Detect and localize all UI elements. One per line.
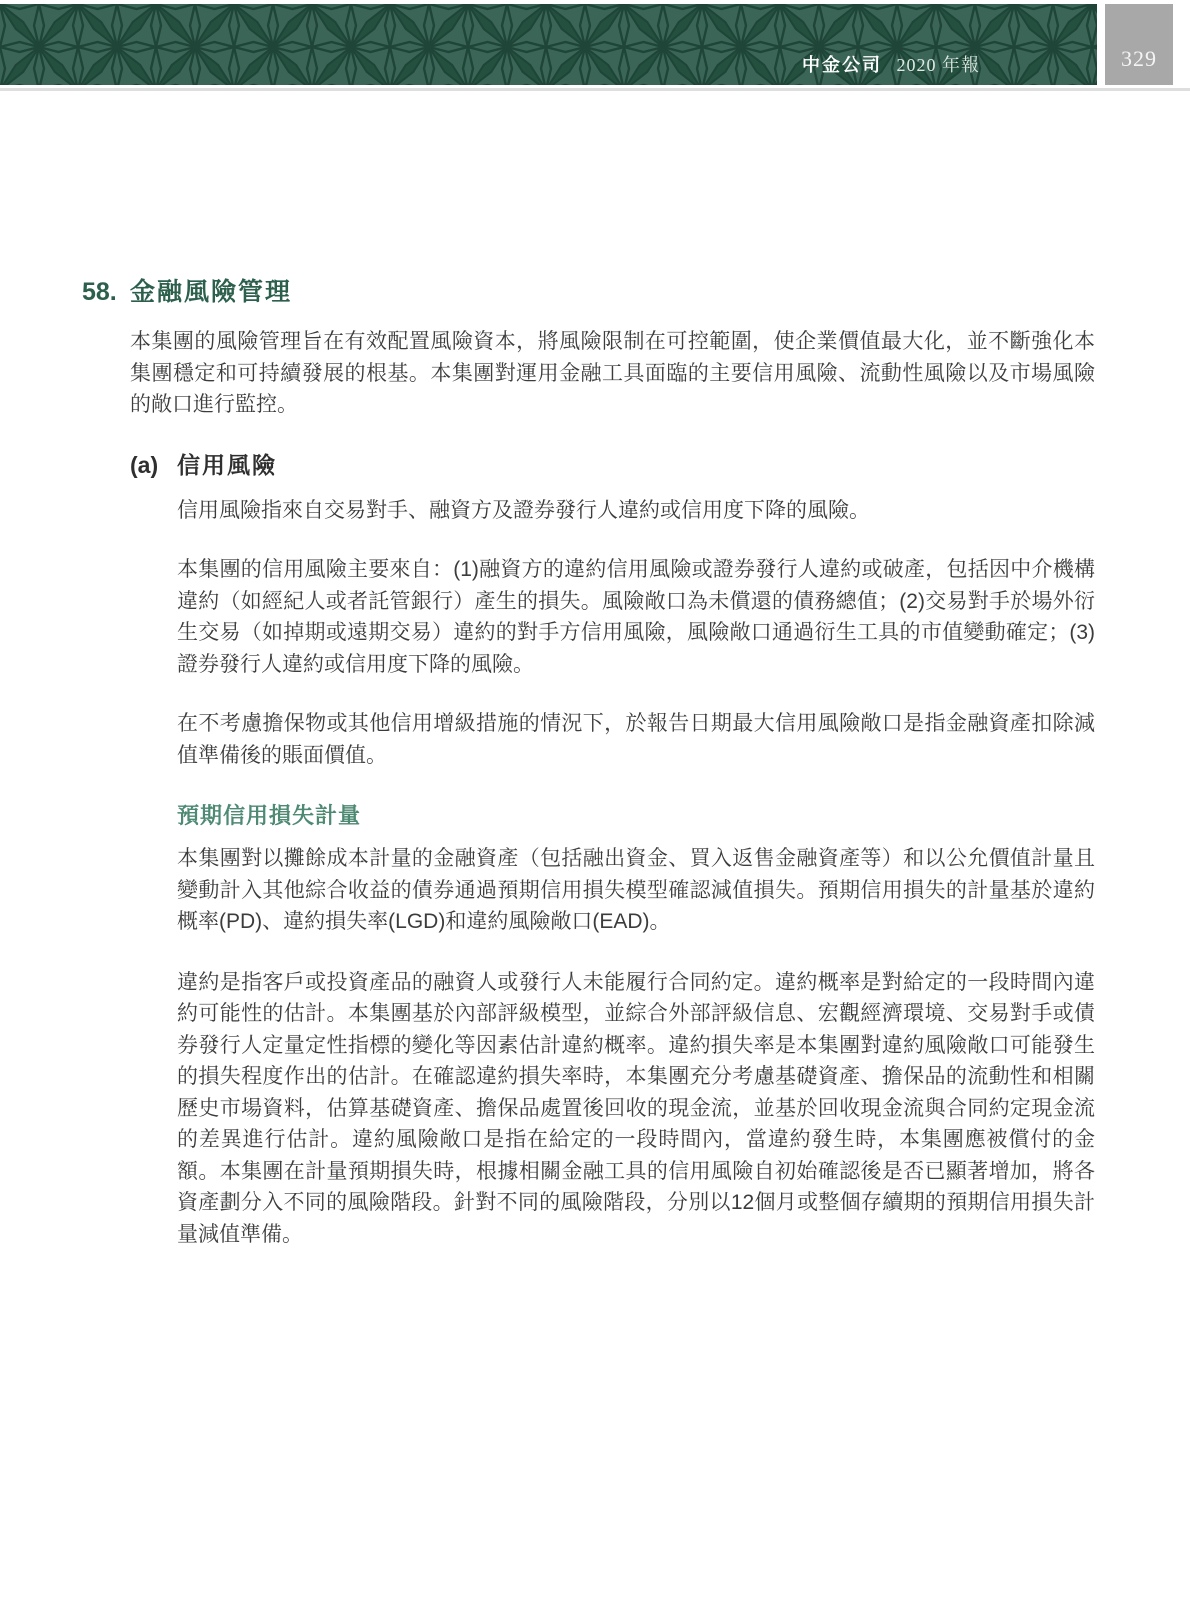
page-number-box bbox=[1105, 4, 1173, 85]
header-band bbox=[0, 4, 1097, 85]
page-header bbox=[0, 0, 1190, 91]
page-number: 329 bbox=[1121, 46, 1157, 71]
ecl-paragraph: 違約是指客戶或投資產品的融資人或發行人未能履行合同約定。違約概率是對給定的一段時間內違約可能性的估計。本集團基於內部評級模型，並綜合外部評級信息、宏觀經濟環境、交易對手或債券發行人定量定性指標的變化等因素估計違約概率。違約損失率是本集團對違約風險敞口可能發生的損失程度作出的估計。在確認違約損失率時，本集團充分考慮基礎資產、擔保品的流動性和相關歷史市場資料，估算基礎資產、擔保品處置後回收的現金流，並基於回收現金流與合同約定現金流的差異進行估計。違約風險敞口是指在給定的一段時間內，當違約發生時，本集團應被償付的金額。本集團在計量預期損失時，根據相關金融工具的信用風險自初始確認後是否已顯著增加，將各資產劃分入不同的風險階段。針對不同的風險階段，分別以12個月或整個存續期的預期信用損失計量減值準備。 bbox=[177, 970, 1095, 1246]
ecl-paragraph: 本集團對以攤餘成本計量的金融資產（包括融出資金、買入返售金融資產等）和以公允價值計量且變動計入其他綜合收益的債券通過預期信用損失模型確認減值損失。預期信用損失的計量基於違約概率(PD)、違約損失率(LGD)和違約風險敞口(EAD)。 bbox=[177, 847, 1095, 933]
credit-risk-paragraph: 信用風險指來自交易對手、融資方及證券發行人違約或信用度下降的風險。 bbox=[177, 498, 870, 522]
subsection-label: (a) bbox=[130, 451, 159, 478]
subsection-credit-risk bbox=[130, 450, 1095, 1251]
section-title: 金融風險管理 bbox=[130, 278, 293, 306]
credit-risk-paragraph: 本集團的信用風險主要來自：(1)融資方的違約信用風險或證券發行人違約或破產，包括因中介機構違約（如經紀人或者託管銀行）產生的損失。風險敞口為未償還的債務總值；(2)交易對手於場外衍生交易（如掉期或遠期交易）違約的對手方信用風險，風險敞口通過衍生工具的市值變動確定；(3)證券發行人違約或信用度下降的風險。 bbox=[177, 558, 1095, 676]
ecl-subheading: 預期信用損失計量 bbox=[177, 803, 362, 828]
header-divider bbox=[0, 88, 1190, 91]
section-heading bbox=[82, 277, 1095, 307]
report-edition: 2020 年報 bbox=[896, 55, 980, 75]
section-number: 58. bbox=[82, 278, 117, 306]
subsection-heading bbox=[130, 450, 1095, 480]
credit-risk-paragraph: 在不考慮擔保物或其他信用增級措施的情況下，於報告日期最大信用風險敞口是指金融資產扣除減值準備後的賬面價值。 bbox=[177, 712, 1095, 767]
subsection-title: 信用風險 bbox=[177, 451, 277, 478]
company-name: 中金公司 bbox=[802, 55, 883, 75]
header-title bbox=[802, 51, 980, 77]
section-intro-paragraph: 本集團的風險管理旨在有效配置風險資本，將風險限制在可控範圍，使企業價值最大化，並不斷強化本集團穩定和可持續發展的根基。本集團對運用金融工具面臨的主要信用風險、流動性風險以及市場風險的敞口進行監控。 bbox=[130, 330, 1095, 416]
